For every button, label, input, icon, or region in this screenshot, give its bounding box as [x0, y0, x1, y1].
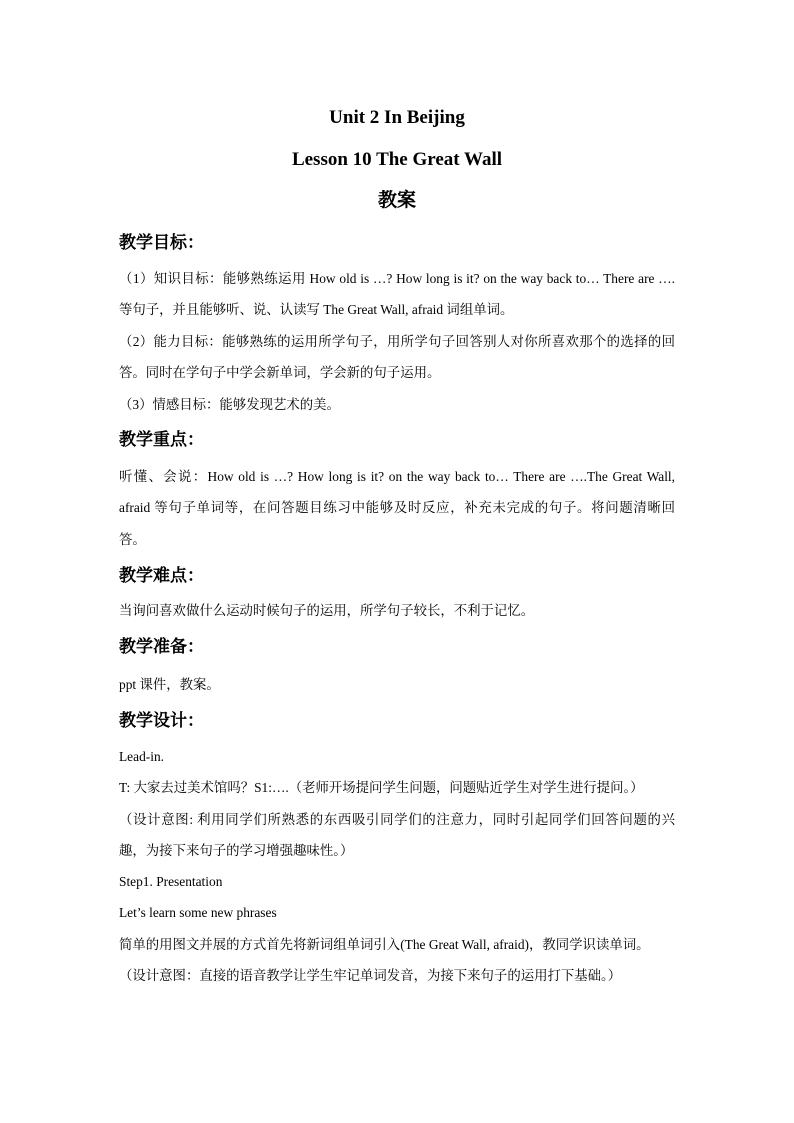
difficulties-heading: 教学难点：	[119, 566, 204, 585]
lead-in-text: Lead-in.	[119, 749, 164, 764]
preparation-heading: 教学准备：	[119, 637, 204, 656]
preparation-text: ppt 课件，教案。	[119, 677, 220, 692]
simple-method-text: 简单的用图文并展的方式首先将新词组单词引入(The Great Wall, afraid)，教同学识读单词。	[119, 937, 650, 952]
document-type-title: 教案	[377, 190, 416, 211]
objective-ability: （2）能力目标：能够熟练的运用所学句子，用所学句子回答别人对你所喜欢那个的选择的回答。同时在学句子中学会新单词，学会新的句子运用。	[119, 334, 675, 381]
design-intent-1: （设计意图: 利用同学们所熟悉的东西吸引同学们的注意力，同时引起同学们回答问题的兴趣，为接下来句子的学习增强趣味性。）	[119, 812, 675, 859]
learn-phrases: Let’s learn some new phrases	[119, 905, 277, 920]
teacher-question: T: 大家去过美术馆吗？S1:….（老师开场提问学生问题，问题贴近学生对学生进行提问。）	[119, 780, 644, 795]
unit-title: Unit 2 In Beijing	[329, 107, 465, 128]
step1-label: Step1. Presentation	[119, 874, 223, 889]
design-intent-2: （设计意图：直接的语音教学让学生牢记单词发音，为接下来句子的运用打下基础。）	[119, 968, 622, 983]
design-heading: 教学设计：	[119, 711, 204, 730]
key-points-heading: 教学重点：	[119, 430, 204, 449]
objective-knowledge: （1）知识目标：能够熟练运用 How old is …? How long is it? on the way back to… There are …. 等句子，并且能够听、说、认读写 The Great Wall, afraid 词组单词。	[119, 271, 675, 318]
key-points-text: 听懂、会说：How old is …? How long is it? on the way back to… There are ….The Great Wall, afraid 等句子单词等，在问答题目练习中能够及时反应，补充未完成的句子。将问题清晰回答。	[119, 469, 675, 547]
difficulties-text: 当询问喜欢做什么运动时候句子的运用，所学句子较长，不利于记忆。	[119, 603, 535, 618]
objectives-heading: 教学目标：	[119, 233, 204, 252]
objective-emotion: （3）情感目标：能够发现艺术的美。	[119, 397, 340, 412]
lesson-title: Lesson 10 The Great Wall	[291, 149, 503, 170]
